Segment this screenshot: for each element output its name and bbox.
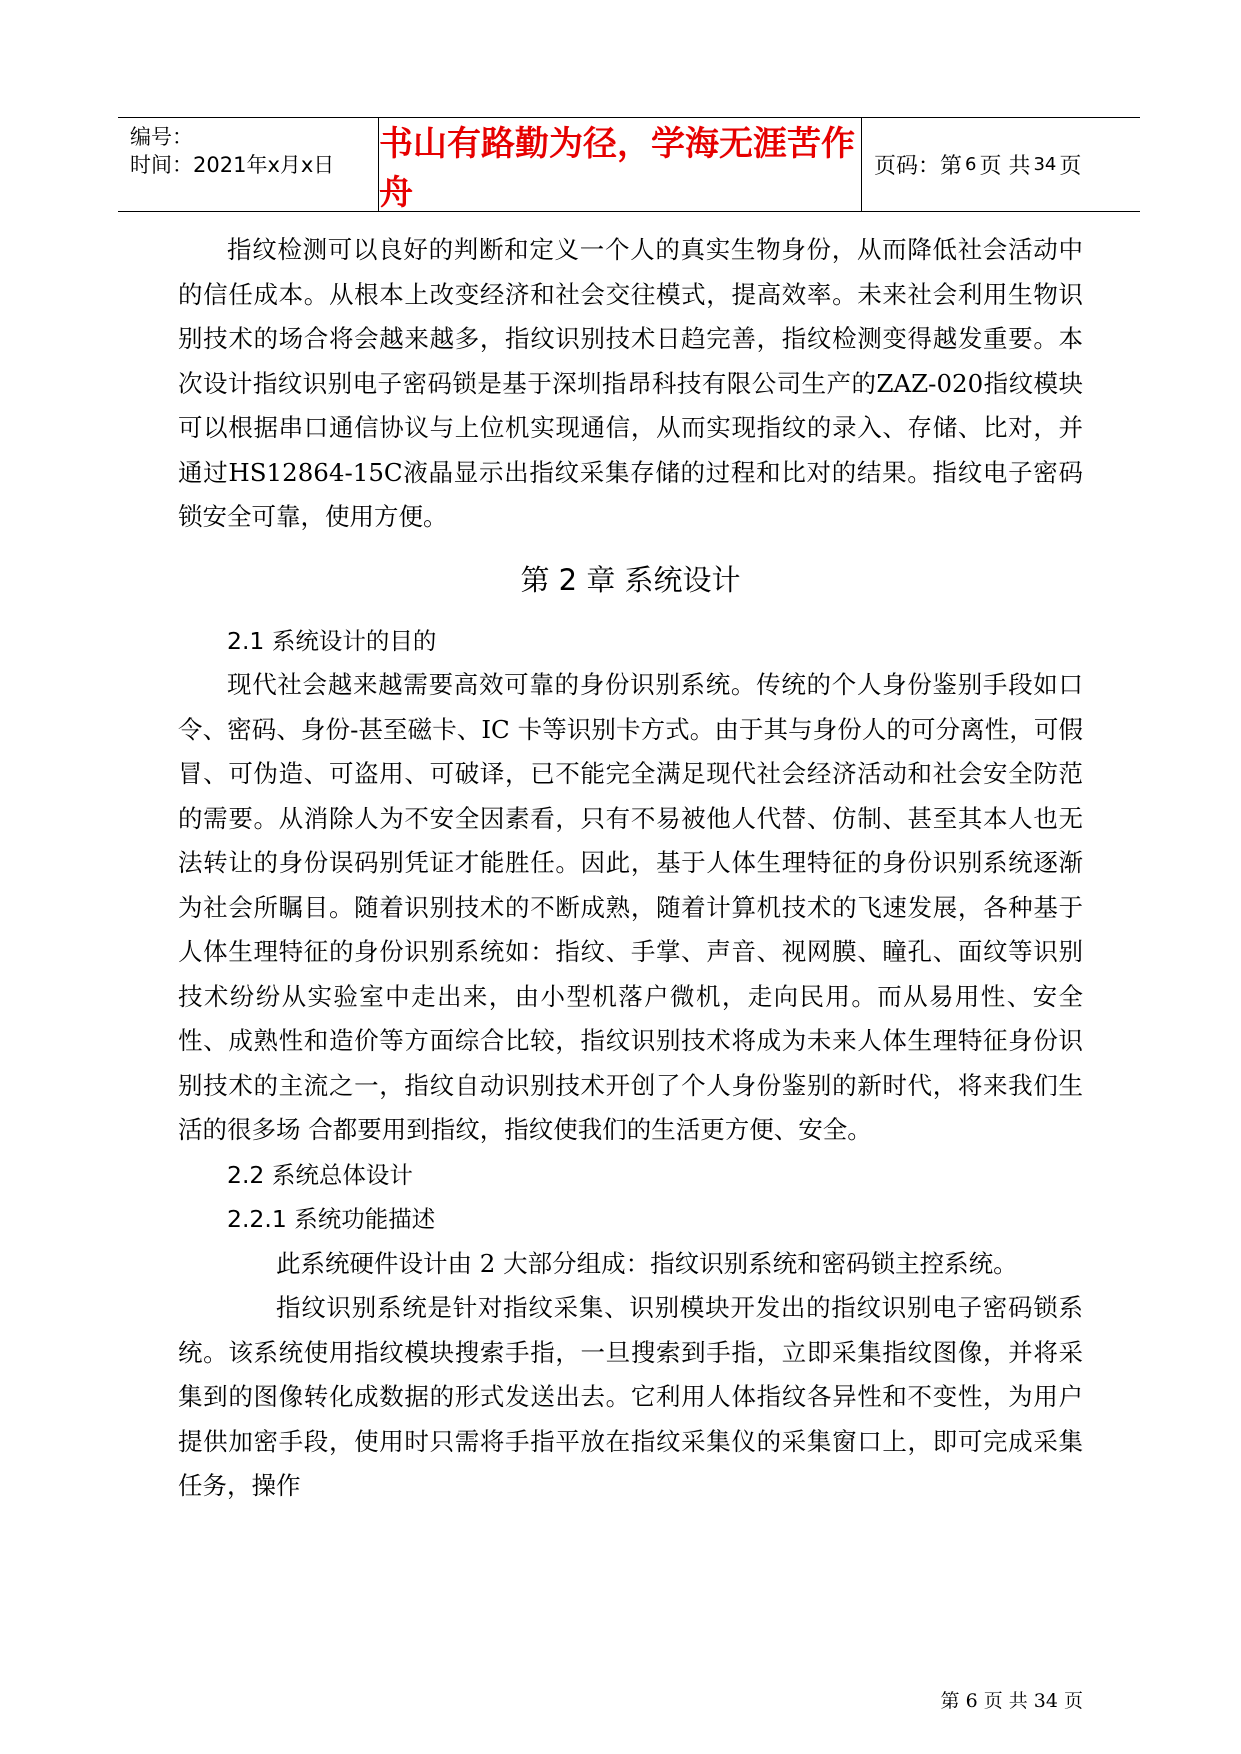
header-page-prefix: 页码：第	[874, 154, 963, 179]
section-heading-2-2-1: 2.2.1 系统功能描述	[227, 1205, 436, 1233]
section-heading-2-2: 2.2 系统总体设计	[227, 1160, 413, 1189]
header-page-cell	[862, 118, 1140, 211]
header-meta-cell	[118, 118, 378, 211]
header-page-middle: 页 共	[979, 154, 1031, 179]
paragraph-intro: 指纹检测可以良好的判断和定义一个人的真实生物身份，从而降低社会活动中的信任成本。从根本上改变经济和社会交往模式，提高效率。未来社会利用生物识别技术的场合将会越来越多，指纹识别技术日趋完善，指纹检测变得越发重要。本次设计指纹识别电子密码锁是基于深圳指昂科技有限公司生产的ZAZ-020指纹模块可以根据串口通信协议与上位机实现通信，从而实现指纹的录入、存储、比对，并通过HS12864-15C液晶显示出指纹采集存储的过程和比对的结果。指纹电子密码锁安全可靠，使用方便。	[178, 235, 1083, 531]
section-heading-2-1: 2.1 系统设计的目的	[227, 626, 437, 655]
header-time-label: 时间：2021年x月x日	[130, 153, 335, 177]
header-page-suffix: 页	[1059, 154, 1082, 179]
header-number-label: 编号：	[130, 125, 193, 149]
document-header	[118, 117, 1140, 212]
paragraph-purpose: 现代社会越来越需要高效可靠的身份识别系统。传统的个人身份鉴别手段如口令、密码、身份-甚至磁卡、IC 卡等识别卡方式。由于其与身份人的可分离性，可假冒、可伪造、可盗用、可破译，已不能完全满足现代社会经济活动和社会安全防范的需要。从消除人为不安全因素看，只有不易被他人代替、仿制、甚至其本人也无法转让的身份误码别凭证才能胜任。因此，基于人体生理特征的身份识别系统逐渐为社会所瞩目。随着识别技术的不断成熟，随着计算机技术的飞速发展，各种基于人体生理特征的身份识别系统如：指纹、手掌、声音、视网膜、瞳孔、面纹等识别技术纷纷从实验室中走出来，由小型机落户微机，走向民用。而从易用性、安全性、成熟性和造价等方面综合比较，指纹识别技术将成为未来人体生理特征身份识别技术的主流之一，指纹自动识别技术开创了个人身份鉴别的新时代，将来我们生活的很多场 合都要用到指纹，指纹使我们的生活更方便、安全。	[178, 670, 1083, 1144]
paragraph-hardware: 此系统硬件设计由 2 大部分组成：指纹识别系统和密码锁主控系统。	[276, 1248, 1018, 1278]
document-body	[178, 228, 1083, 1509]
header-page-current: 6	[965, 154, 977, 175]
header-page-total: 34	[1033, 154, 1057, 175]
paragraph-fingerprint-system: 指纹识别系统是针对指纹采集、识别模块开发出的指纹识别电子密码锁系统。该系统使用指纹模块搜索手指，一旦搜索到手指，立即采集指纹图像，并将采集到的图像转化成数据的形式发送出去。它利用人体指纹各异性和不变性，为用户提供加密手段，使用时只需将手指平放在指纹采集仪的采集窗口上，即可完成采集任务，操作	[178, 1293, 1083, 1500]
chapter-title: 第 2 章 系统设计	[520, 562, 741, 597]
page-footer: 第 6 页 共 34 页	[940, 1690, 1083, 1712]
header-motto: 书山有路勤为径，学海无涯苦作舟	[378, 118, 862, 211]
